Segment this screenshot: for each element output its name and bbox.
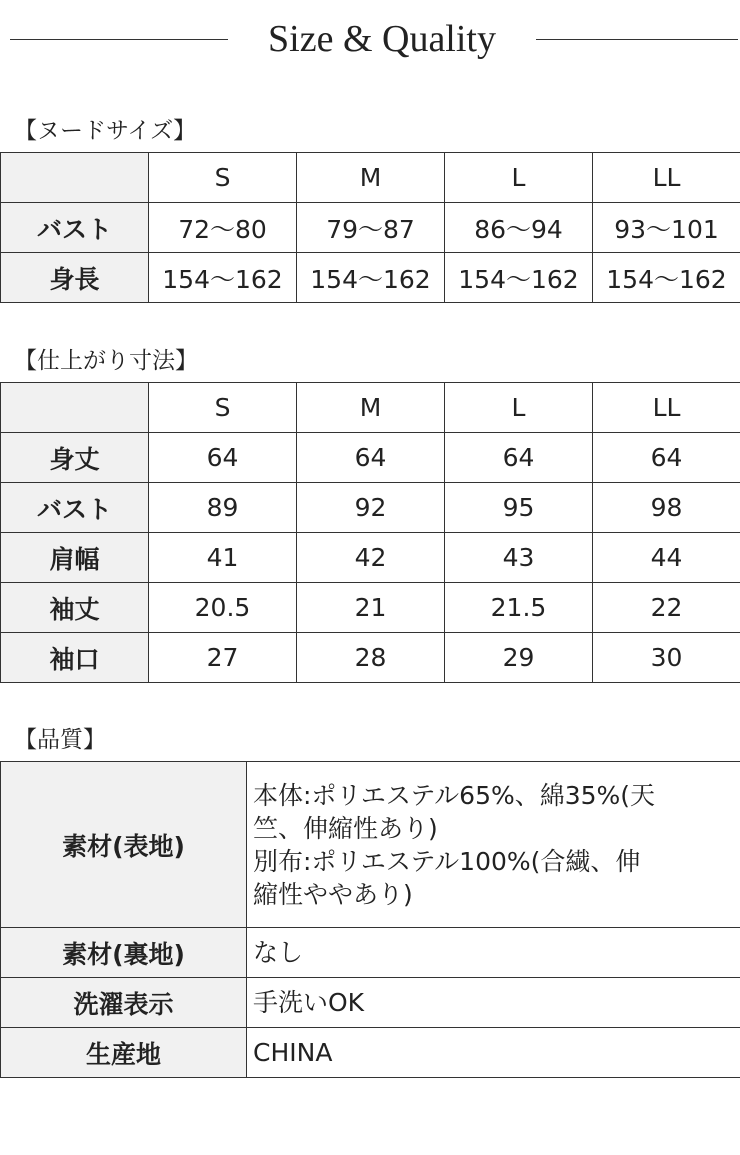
- row-header: 袖丈: [1, 583, 149, 633]
- table-header-row: [1, 153, 740, 203]
- table-cell: 20.5: [149, 583, 297, 633]
- value-line: 別布:ポリエステル100%(合繊、伸: [253, 846, 641, 876]
- value-line: なし: [253, 938, 304, 967]
- table-cell: 93〜101: [593, 203, 740, 253]
- row-header: バスト: [1, 483, 149, 533]
- nude-size-heading: 【ヌードサイズ】: [14, 118, 197, 144]
- table-cell: 29: [445, 633, 593, 683]
- table-row: [1, 762, 740, 928]
- table-header-row: [1, 383, 740, 433]
- table-row: [1, 483, 740, 533]
- value-line: 本体:ポリエステル65%、綿35%(天: [253, 780, 656, 810]
- nude-size-table: [0, 152, 740, 303]
- table-cell: 79〜87: [297, 203, 445, 253]
- table-cell: 86〜94: [445, 203, 593, 253]
- table-cell: [247, 1028, 740, 1078]
- table-corner-cell: [1, 383, 149, 433]
- table-cell: 21: [297, 583, 445, 633]
- table-cell: 41: [149, 533, 297, 583]
- row-header: 生産地: [1, 1028, 247, 1078]
- header-rule-left: [10, 39, 228, 40]
- table-cell: 21.5: [445, 583, 593, 633]
- table-cell: 72〜80: [149, 203, 297, 253]
- column-header: M: [297, 383, 445, 433]
- table-cell: [247, 928, 740, 978]
- column-header: LL: [593, 383, 740, 433]
- table-cell: 42: [297, 533, 445, 583]
- table-cell: [247, 762, 740, 928]
- quality-heading: 【品質】: [14, 727, 106, 753]
- table-row: [1, 433, 740, 483]
- row-header: 身丈: [1, 433, 149, 483]
- table-cell: 154〜162: [149, 253, 297, 303]
- table-cell: 64: [149, 433, 297, 483]
- table-row: [1, 533, 740, 583]
- table-cell: 30: [593, 633, 740, 683]
- table-corner-cell: [1, 153, 149, 203]
- table-row: [1, 203, 740, 253]
- table-cell: 154〜162: [297, 253, 445, 303]
- table-cell: 28: [297, 633, 445, 683]
- table-cell: [247, 978, 740, 1028]
- table-cell: 44: [593, 533, 740, 583]
- table-cell: 64: [445, 433, 593, 483]
- table-row: [1, 1028, 740, 1078]
- value-line: CHINA: [253, 1038, 333, 1067]
- column-header: S: [149, 153, 297, 203]
- row-header: 素材(表地): [1, 762, 247, 928]
- row-header: 袖口: [1, 633, 149, 683]
- table-cell: 154〜162: [593, 253, 740, 303]
- row-header: 素材(裏地): [1, 928, 247, 978]
- row-header: 身長: [1, 253, 149, 303]
- table-cell: 89: [149, 483, 297, 533]
- table-cell: 64: [593, 433, 740, 483]
- page-title: Size & Quality: [268, 18, 496, 60]
- column-header: L: [445, 153, 593, 203]
- table-cell: 95: [445, 483, 593, 533]
- value-line: 竺、伸縮性あり): [253, 813, 438, 843]
- table-row: [1, 633, 740, 683]
- quality-table: [0, 761, 740, 1078]
- table-cell: 98: [593, 483, 740, 533]
- row-header: 洗濯表示: [1, 978, 247, 1028]
- page-header: [0, 14, 740, 66]
- row-header: 肩幅: [1, 533, 149, 583]
- table-row: [1, 583, 740, 633]
- value-line: 手洗いOK: [253, 988, 365, 1017]
- table-cell: 154〜162: [445, 253, 593, 303]
- column-header: LL: [593, 153, 740, 203]
- table-cell: 92: [297, 483, 445, 533]
- header-rule-right: [536, 39, 738, 40]
- table-cell: 27: [149, 633, 297, 683]
- table-cell: 64: [297, 433, 445, 483]
- finished-size-heading: 【仕上がり寸法】: [14, 348, 198, 374]
- table-row: [1, 253, 740, 303]
- table-row: [1, 978, 740, 1028]
- column-header: L: [445, 383, 593, 433]
- column-header: M: [297, 153, 445, 203]
- finished-size-table: [0, 382, 740, 683]
- table-cell: 43: [445, 533, 593, 583]
- column-header: S: [149, 383, 297, 433]
- table-row: [1, 928, 740, 978]
- value-line: 縮性ややあり): [253, 879, 413, 909]
- table-cell: 22: [593, 583, 740, 633]
- row-header: バスト: [1, 203, 149, 253]
